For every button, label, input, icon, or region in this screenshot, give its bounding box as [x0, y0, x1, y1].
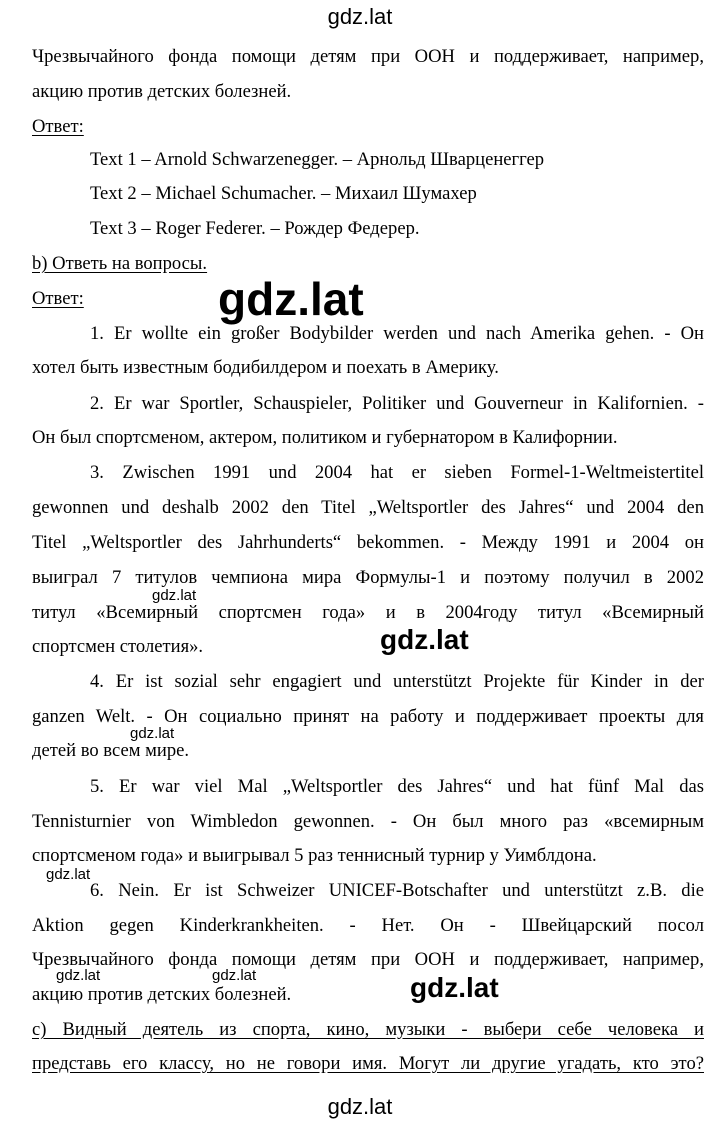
- answer-text-1: Text 1 – Arnold Schwarzenegger. – Арнольд Шварценеггер: [90, 149, 545, 170]
- text-line: Чрезвычайного фонда помощи детям при ООН и поддерживает, например,: [32, 46, 704, 67]
- task-c-line: представь его классу, но не говори имя. Могут ли другие угадать, кто это?: [32, 1053, 704, 1074]
- watermark-small: gdz.lat: [212, 967, 257, 984]
- watermark-small: gdz.lat: [56, 967, 101, 984]
- watermark-medium: gdz.lat: [380, 624, 469, 655]
- answer-3-line: Titel „Weltsportler des Jahrhunderts“ bekommen. - Между 1991 и 2004 он: [32, 532, 704, 553]
- answer-text-3: Text 3 – Roger Federer. – Рождер Федерер.: [90, 218, 420, 239]
- answer-5-line: Tennisturnier von Wimbledon gewonnen. - Он был много раз «всемирным: [32, 811, 704, 832]
- answer-6-line: 6. Nein. Er ist Schweizer UNICEF-Botschafter und unterstützt z.B. die: [90, 880, 704, 901]
- answer-2-line: Он был спортсменом, актером, политиком и губернатором в Калифорнии.: [32, 427, 618, 448]
- watermark-large: gdz.lat: [218, 273, 364, 325]
- answer-label: Ответ:: [32, 288, 84, 309]
- answer-4-line: детей во всем мире.: [32, 740, 190, 761]
- watermark-medium: gdz.lat: [410, 972, 499, 1003]
- watermark-small: gdz.lat: [46, 866, 91, 883]
- watermark-small: gdz.lat: [130, 725, 175, 742]
- watermark-bottom: gdz.lat: [327, 1094, 393, 1119]
- text-line: акцию против детских болезней.: [32, 81, 292, 102]
- watermark-top: gdz.lat: [327, 4, 393, 29]
- answer-5-line: спортсменом года» и выигрывал 5 раз теннисный турнир у Уимблдона.: [32, 845, 597, 866]
- answer-2-line: 2. Er war Sportler, Schauspieler, Politiker und Gouverneur in Kalifornien. -: [90, 393, 704, 414]
- task-b-heading: b) Ответь на вопросы.: [32, 253, 208, 274]
- watermark-small: gdz.lat: [152, 587, 197, 604]
- task-c-line: c) Видный деятель из спорта, кино, музыки - выбери себе человека и: [32, 1019, 704, 1040]
- answer-4-line: ganzen Welt. - Он социально принят на работу и поддерживает проекты для: [32, 706, 704, 727]
- answer-3-line: выиграл 7 титулов чемпиона мира Формулы-1 и поэтому получил в 2002: [32, 567, 704, 588]
- answer-3-line: 3. Zwischen 1991 und 2004 hat er sieben Formel-1-Weltmeistertitel: [90, 462, 704, 483]
- answer-6-line: Aktion gegen Kinderkrankheiten. - Нет. Он - Швейцарский посол: [32, 915, 704, 936]
- answer-text-2: Text 2 – Michael Schumacher. – Михаил Шумахер: [90, 183, 477, 204]
- answer-1-line: 1. Er wollte ein großer Bodybilder werden und nach Amerika gehen. - Он: [90, 323, 704, 344]
- answer-6-line: акцию против детских болезней.: [32, 984, 292, 1005]
- answer-1-line: хотел быть известным бодибилдером и поехать в Америку.: [32, 357, 499, 378]
- answer-3-line: титул «Всемирный спортсмен года» и в 2004году титул «Всемирный: [32, 602, 704, 623]
- answer-3-line: gewonnen und deshalb 2002 den Titel „Weltsportler des Jahres“ und 2004 den: [32, 497, 704, 518]
- answer-label: Ответ:: [32, 116, 84, 137]
- answer-4-line: 4. Er ist sozial sehr engagiert und unterstützt Projekte für Kinder in der: [90, 671, 704, 692]
- answer-5-line: 5. Er war viel Mal „Weltsportler des Jahres“ und hat fünf Mal das: [90, 776, 704, 797]
- answer-6-line: Чрезвычайного фонда помощи детям при ООН и поддерживает, например,: [32, 949, 704, 970]
- answer-3-line: спортсмен столетия».: [32, 636, 204, 657]
